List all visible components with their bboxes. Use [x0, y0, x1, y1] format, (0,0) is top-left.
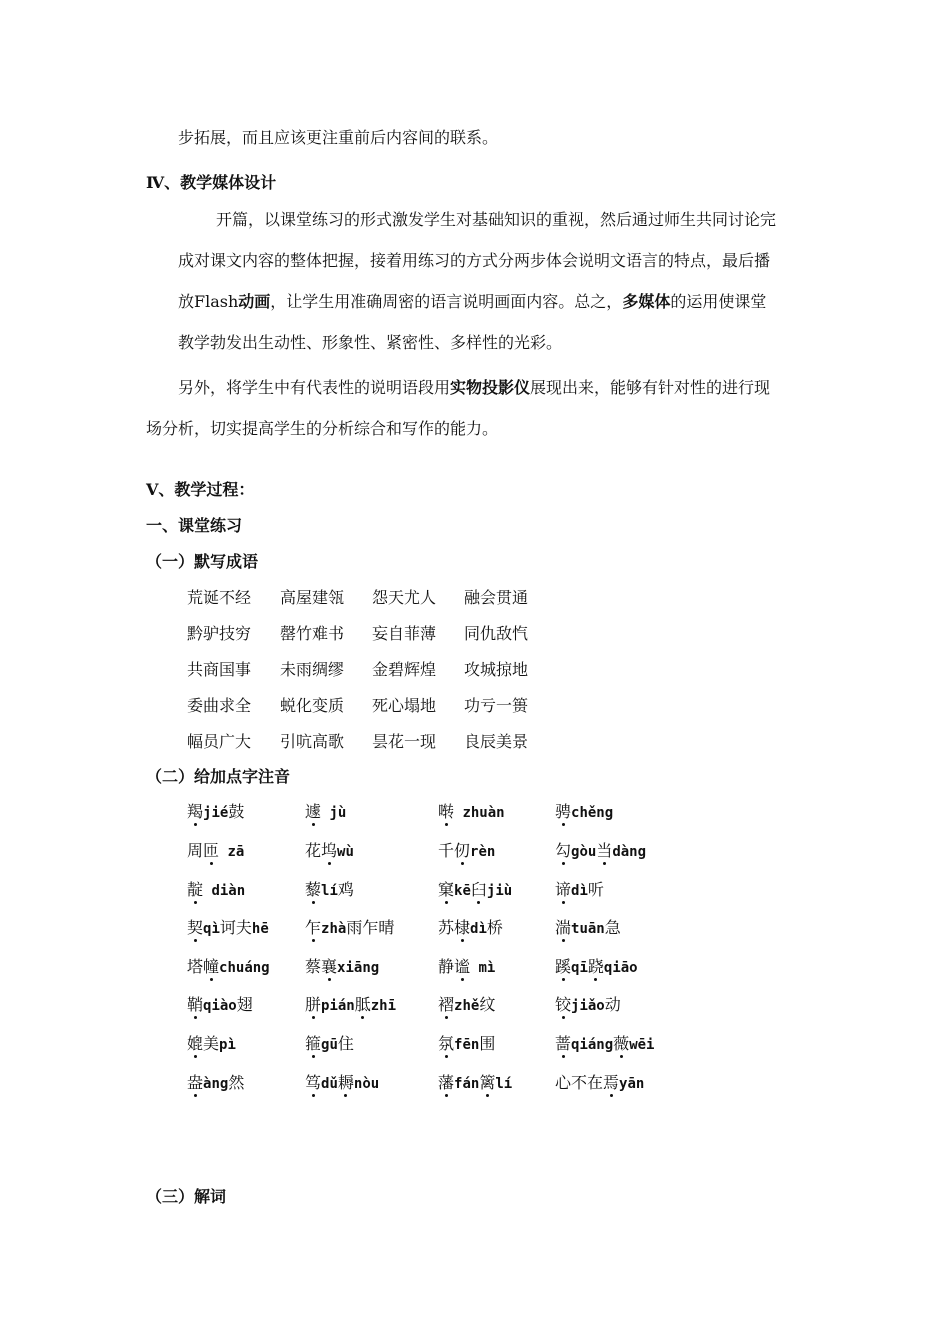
dotted-character: 胝 — [354, 995, 371, 1014]
text-span: 另外，将学生中有代表性的说明语段用 — [178, 378, 451, 397]
idiom-item: 攻城掠地 — [464, 660, 529, 679]
character-text: 花 — [305, 841, 322, 860]
character-text: 鼓 — [228, 802, 245, 821]
pinyin-reading: jù — [321, 805, 347, 821]
character-text: 心不在 — [555, 1073, 604, 1092]
dotted-character: 鞘 — [187, 995, 204, 1014]
character-text: 听 — [587, 880, 604, 899]
idiom-item: 引吭高歌 — [280, 732, 345, 751]
dotted-character: 谧 — [454, 957, 471, 976]
pinyin-reading: qì — [203, 921, 220, 937]
idiom-item: 同仇敌忾 — [464, 624, 529, 643]
pinyin-reading: jiǎo — [571, 998, 605, 1014]
idiom-item: 罄竹难书 — [280, 624, 345, 643]
pinyin-item — [438, 957, 495, 978]
character-text: 苏 — [438, 918, 455, 937]
idiom-item: 黔驴技穷 — [187, 624, 252, 643]
character-text: 围 — [479, 1034, 496, 1053]
idiom-item: 幅员广大 — [187, 732, 252, 751]
character-text: 塔 — [187, 957, 204, 976]
pinyin-reading: qī — [571, 960, 588, 976]
pinyin-item — [438, 880, 512, 901]
pinyin-reading: zhà — [321, 921, 347, 937]
pinyin-reading: nòu — [353, 1076, 380, 1092]
dotted-character: 篱 — [479, 1073, 496, 1092]
dotted-character: 仞 — [454, 841, 471, 860]
dotted-character: 襄 — [321, 957, 338, 976]
pinyin-reading: diàn — [203, 883, 246, 899]
pinyin-reading: pì — [219, 1037, 236, 1053]
pinyin-reading: tuān — [571, 921, 605, 937]
character-text: 纹 — [479, 995, 496, 1014]
pinyin-item — [555, 918, 621, 939]
pinyin-item — [555, 995, 621, 1016]
character-text: 动 — [604, 995, 621, 1014]
pinyin-item — [305, 841, 354, 862]
pinyin-reading: wù — [337, 844, 354, 860]
dotted-character: 蔷 — [555, 1034, 572, 1053]
idiom-item: 怨天尤人 — [372, 588, 437, 607]
pinyin-reading: qiāo — [603, 960, 638, 976]
pinyin-item — [305, 802, 346, 823]
dotted-character: 跷 — [587, 957, 604, 976]
pinyin-item — [555, 957, 638, 978]
pinyin-item — [438, 1073, 512, 1094]
pinyin-reading: hē — [251, 921, 269, 937]
dotted-character: 焉 — [603, 1073, 620, 1092]
pinyin-reading: qiáng — [571, 1037, 614, 1053]
pinyin-reading: mì — [470, 960, 496, 976]
pinyin-reading: dì — [470, 921, 487, 937]
pinyin-reading: zhuàn — [454, 805, 505, 821]
dotted-character: 羯 — [187, 802, 204, 821]
character-text: 翅 — [236, 995, 253, 1014]
pinyin-item — [305, 995, 396, 1016]
dotted-character: 褶 — [438, 995, 455, 1014]
media-paragraph-line-2: 成对课文内容的整体把握，接着用练习的方式分两步体会说明文语言的特点，最后播 — [178, 251, 771, 270]
pinyin-reading: lí — [321, 883, 338, 899]
projector-paragraph-line-1 — [178, 378, 770, 398]
idiom-item: 功亏一篑 — [464, 696, 529, 715]
paragraph-continuation: 步拓展，而且应该更注重前后内容间的联系。 — [178, 128, 499, 147]
subheading-classroom-practice: 一、课堂练习 — [146, 516, 243, 535]
pinyin-item — [305, 880, 354, 901]
dotted-character: 骋 — [555, 802, 572, 821]
pinyin-item — [438, 918, 503, 939]
dotted-character: 湍 — [555, 918, 572, 937]
idiom-item: 金碧辉煌 — [372, 660, 437, 679]
idiom-item: 蜕化变质 — [280, 696, 345, 715]
idiom-item: 未雨绸缪 — [280, 660, 345, 679]
section-heading-process: Ⅴ、教学过程： — [146, 480, 255, 499]
dotted-character: 媲 — [187, 1034, 204, 1053]
dotted-character: 笃 — [305, 1073, 322, 1092]
character-text: 诃夫 — [219, 918, 252, 937]
idiom-item: 良辰美景 — [464, 732, 529, 751]
dotted-character: 啭 — [438, 802, 455, 821]
idiom-item: 荒诞不经 — [187, 588, 252, 607]
dotted-character: 耨 — [337, 1073, 354, 1092]
pinyin-item — [555, 1073, 644, 1094]
character-text: 千 — [438, 841, 455, 860]
dotted-character: 契 — [187, 918, 204, 937]
character-text: 住 — [337, 1034, 354, 1053]
pinyin-item — [438, 995, 495, 1016]
pinyin-item — [187, 880, 245, 901]
pinyin-item — [187, 957, 270, 978]
dotted-character: 薇 — [613, 1034, 630, 1053]
pinyin-reading: kē — [454, 883, 471, 899]
pinyin-item — [555, 802, 613, 823]
pinyin-reading: jiù — [486, 883, 513, 899]
pinyin-item — [438, 841, 495, 862]
pinyin-reading: fēn — [454, 1037, 480, 1053]
pinyin-item — [305, 918, 394, 939]
dotted-character: 盎 — [187, 1073, 204, 1092]
dotted-character: 坞 — [321, 841, 338, 860]
pinyin-reading: dǔ — [321, 1076, 338, 1092]
dotted-character: 蹊 — [555, 957, 572, 976]
idiom-item: 融会贯通 — [464, 588, 529, 607]
media-paragraph-line-4: 教学勃发出生动性、形象性、紧密性、多样性的光彩。 — [178, 333, 563, 352]
section-heading-media: Ⅳ、教学媒体设计 — [146, 173, 277, 192]
idiom-item: 委曲求全 — [187, 696, 252, 715]
pinyin-reading: dì — [571, 883, 588, 899]
pinyin-reading: zhě — [454, 998, 480, 1014]
media-paragraph-line-1: 开篇，以课堂练习的形式激发学生对基础知识的重视，然后通过师生共同讨论完 — [216, 210, 777, 229]
subheading-pinyin: （二）给加点字注音 — [146, 767, 291, 786]
pinyin-reading: gòu — [571, 844, 597, 860]
text-span: 展现出来，能够有针对性的进行现 — [530, 378, 771, 397]
character-text: 然 — [228, 1073, 245, 1092]
pinyin-reading: chěng — [571, 805, 614, 821]
pinyin-item — [305, 957, 379, 978]
pinyin-item — [187, 802, 244, 823]
emphasis-flash-animation: 动画 — [238, 292, 271, 311]
dotted-character: 窠 — [438, 880, 455, 899]
pinyin-reading: wēi — [629, 1037, 655, 1053]
pinyin-item — [187, 1034, 236, 1055]
projector-paragraph-line-2: 场分析，切实提高学生的分析综合和写作的能力。 — [146, 419, 499, 438]
emphasis-multimedia: 多媒体 — [622, 292, 671, 311]
pinyin-item — [187, 841, 244, 862]
pinyin-reading: chuáng — [219, 960, 270, 976]
text-span: 放Flash — [178, 292, 239, 311]
pinyin-reading: pián — [321, 998, 355, 1014]
pinyin-reading: zhī — [370, 998, 397, 1014]
pinyin-reading: zā — [219, 844, 245, 860]
pinyin-reading: gū — [321, 1037, 338, 1053]
character-text: 桥 — [486, 918, 503, 937]
text-span: 的运用使课堂 — [670, 292, 767, 311]
pinyin-item — [187, 1073, 244, 1094]
pinyin-reading: xiāng — [337, 960, 380, 976]
pinyin-item — [555, 1034, 654, 1055]
dotted-character: 氛 — [438, 1034, 455, 1053]
dotted-character: 谛 — [555, 880, 572, 899]
character-text: 急 — [604, 918, 621, 937]
dotted-character: 乍 — [305, 918, 322, 937]
idiom-item: 妄自菲薄 — [372, 624, 437, 643]
dotted-character: 当 — [596, 841, 613, 860]
dotted-character: 遽 — [305, 802, 322, 821]
dotted-character: 臼 — [470, 880, 487, 899]
idiom-item: 高屋建瓴 — [280, 588, 345, 607]
idiom-item: 共商国事 — [187, 660, 252, 679]
pinyin-item — [187, 995, 253, 1016]
dotted-character: 胼 — [305, 995, 322, 1014]
pinyin-item — [305, 1073, 379, 1094]
media-paragraph-line-3 — [178, 292, 766, 312]
character-text: 鸡 — [337, 880, 354, 899]
pinyin-reading: rèn — [470, 844, 496, 860]
character-text: 静 — [438, 957, 455, 976]
pinyin-reading: lí — [495, 1076, 513, 1092]
dotted-character: 铰 — [555, 995, 572, 1014]
character-text: 蔡 — [305, 957, 322, 976]
dotted-character: 匝 — [203, 841, 220, 860]
pinyin-item — [438, 802, 505, 823]
pinyin-item — [555, 880, 604, 901]
dotted-character: 藩 — [438, 1073, 455, 1092]
dotted-character: 幢 — [203, 957, 220, 976]
pinyin-item — [438, 1034, 495, 1055]
character-text: 美 — [203, 1034, 220, 1053]
dotted-character: 靛 — [187, 880, 204, 899]
pinyin-reading: qiào — [203, 998, 237, 1014]
dotted-character: 藜 — [305, 880, 322, 899]
dotted-character: 箍 — [305, 1034, 322, 1053]
pinyin-reading: àng — [203, 1076, 229, 1092]
pinyin-reading: dàng — [612, 844, 647, 860]
character-text: 雨乍晴 — [346, 918, 395, 937]
pinyin-reading: jié — [203, 805, 229, 821]
subheading-word-explanation: （三）解词 — [146, 1187, 227, 1206]
pinyin-item — [305, 1034, 354, 1055]
pinyin-reading: yān — [619, 1076, 645, 1092]
idiom-item: 死心塌地 — [372, 696, 437, 715]
pinyin-reading: fán — [454, 1076, 480, 1092]
dotted-character: 棣 — [454, 918, 471, 937]
text-span: ，让学生用准确周密的语言说明画面内容。总之， — [270, 292, 623, 311]
idiom-item: 昙花一现 — [372, 732, 437, 751]
emphasis-projector: 实物投影仪 — [450, 378, 531, 397]
pinyin-item — [555, 841, 646, 862]
character-text: 周 — [187, 841, 204, 860]
pinyin-item — [187, 918, 269, 939]
subheading-write-idioms: （一）默写成语 — [146, 552, 259, 571]
dotted-character: 勾 — [555, 841, 572, 860]
